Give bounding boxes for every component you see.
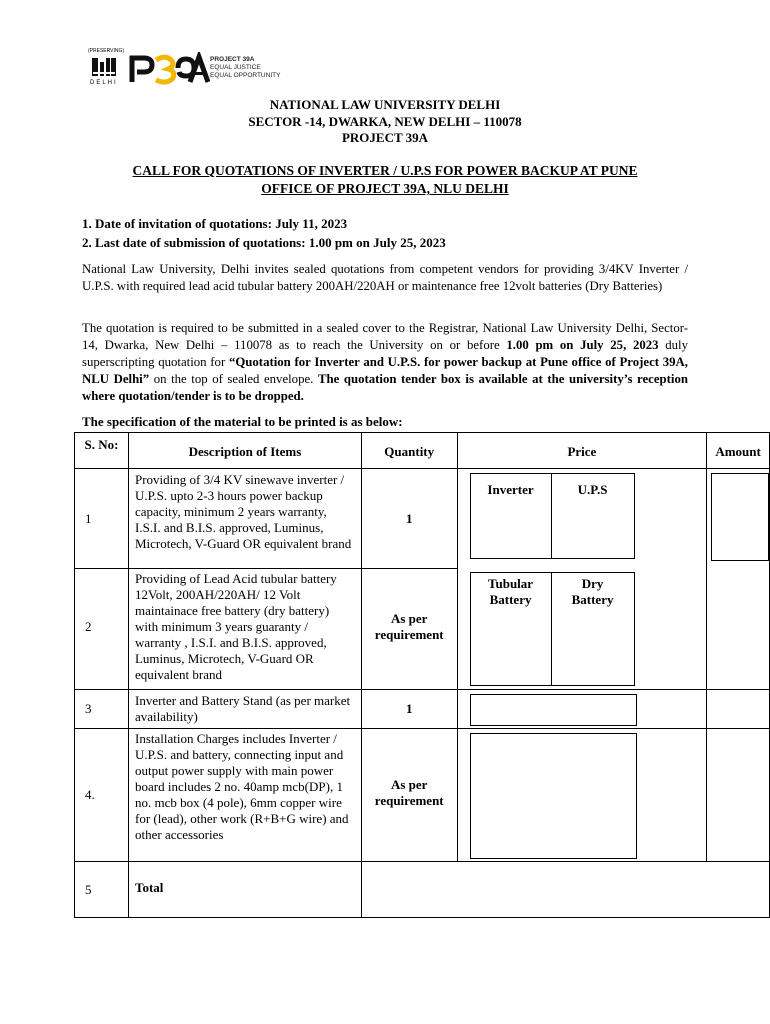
row-2-description: Providing of Lead Acid tubular battery 12Volt, 200AH/220AH/ 12 Volt maintainace free battery (dry battery) with minimum 3 years guaranty / warranty , I.S.I. and B.I.S. approved, Luminus, Microtech, V-Guard OR equivalent brand: [128, 569, 361, 690]
notice-title-line-2: OFFICE OF PROJECT 39A, NLU DELHI: [261, 181, 509, 196]
nlu-logo-top-text: (PRESERVING): [88, 48, 125, 54]
table-row: [75, 690, 770, 729]
row-4-sno: 4.: [75, 729, 129, 862]
specification-table: [74, 432, 770, 918]
invitation-date: 1. Date of invitation of quotations: July 11, 2023: [82, 216, 348, 231]
header-project: PROJECT 39A: [341, 130, 429, 145]
price-dry-battery-box: Dry Battery: [551, 572, 635, 686]
para2-text-2: duly superscripting quotation for: [82, 338, 688, 369]
table-header-row: [75, 433, 770, 469]
row-1-sno: 1: [75, 469, 129, 569]
row-4-quantity: As per requirement: [361, 729, 457, 862]
amount-box-row-1: [711, 473, 769, 561]
row-3-price-box: [470, 694, 637, 726]
para2-text-1: The quotation is required to be submitted in a sealed cover to the Registrar, National Law University Delhi, Sector- 14, Dwarka, New Delhi – 110078 as to reach the University on or before: [82, 321, 688, 352]
intro-paragraph: National Law University, Delhi invites sealed quotations from competent vendors for providing 3/4KV Inverter / U.P.S. with required lead acid tubular battery 200AH/220AH or maintenance free 12volt batteries (Dry Batteries): [82, 262, 688, 293]
header-description: Description of Items: [128, 433, 361, 469]
price-ups-box: U.P.S: [551, 473, 635, 559]
row-3-description: Inverter and Battery Stand (as per market availability): [128, 690, 361, 729]
submission-date: 2. Last date of submission of quotations: 1.00 pm on July 25, 2023: [82, 235, 446, 250]
notice-title-line-1: CALL FOR QUOTATIONS OF INVERTER / U.P.S FOR POWER BACKUP AT PUNE: [132, 163, 638, 178]
price-cell-rows-1-2: [457, 469, 707, 690]
project-39a-logo-icon: [128, 52, 210, 86]
para2-bold-superscript: “Quotation for Inverter and U.P.S. for power backup at Pune office of Project 39A, NLU Delhi”: [82, 355, 689, 386]
row-1-quantity: 1: [361, 469, 457, 569]
row-4-description: Installation Charges includes Inverter / U.P.S. and battery, connecting input and output power supply with main power board includes 2 no. 40amp mcb(DP), 1 no. mcb box (4 pole), 6mm copper wire for (lead), other work (R+B+G wire) and other accessories: [128, 729, 361, 862]
header-address: SECTOR -14, DWARKA, NEW DELHI – 110078: [248, 114, 522, 129]
spec-label: The specification of the material to be printed is as below:: [82, 414, 403, 429]
row-5-total-value: [361, 862, 769, 918]
nlu-emblem-icon: [91, 56, 117, 78]
header-university: NATIONAL LAW UNIVERSITY DELHI: [269, 97, 501, 112]
row-2-sno: 2: [75, 569, 129, 690]
logo-row: [88, 46, 348, 90]
row-4-price-box: [470, 733, 637, 859]
row-3-amount: [707, 690, 770, 729]
nlu-logo-text: DELHI: [90, 80, 118, 86]
row-3-quantity: 1: [361, 690, 457, 729]
amount-cell-rows-1-2: [707, 469, 770, 690]
row-1-description: Providing of 3/4 KV sinewave inverter / U.P.S. upto 2-3 hours power backup capacity, minimum 2 years warranty, I.S.I. and B.I.S. approved, Luminus, Microtech, V-Guard OR equivalent brand: [128, 469, 361, 569]
para2-text-3: on the top of sealed envelope.: [149, 372, 318, 386]
para2-bold-tender-box: The quotation tender box is available at the university’s reception where quotation/tender is to be dropped.: [82, 372, 688, 403]
row-4-price: [457, 729, 707, 862]
row-2-quantity: As per requirement: [361, 569, 457, 690]
table-row: [75, 469, 770, 569]
project-39a-tagline: [210, 56, 280, 80]
tagline-line-1: PROJECT 39A: [210, 56, 255, 63]
price-tubular-battery-box: Tubular Battery: [470, 572, 552, 686]
row-3-price: [457, 690, 707, 729]
tagline-line-3: EQUAL OPPORTUNITY: [210, 72, 281, 79]
row-5-sno: 5: [75, 862, 129, 918]
nlu-delhi-logo: [88, 46, 125, 90]
row-3-sno: 3: [75, 690, 129, 729]
header-price: Price: [457, 433, 707, 469]
header-sno: S. No:: [75, 433, 129, 469]
tagline-line-2: EQUAL JUSTICE: [210, 64, 261, 71]
header-quantity: Quantity: [361, 433, 457, 469]
table-row: [75, 862, 770, 918]
row-4-amount: [707, 729, 770, 862]
row-5-description: Total: [128, 862, 361, 918]
submission-paragraph: [82, 320, 688, 405]
table-row: [75, 729, 770, 862]
header-amount: Amount: [707, 433, 770, 469]
para2-bold-deadline: 1.00 pm on July 25, 2023: [506, 338, 659, 352]
price-inverter-box: Inverter: [470, 473, 552, 559]
